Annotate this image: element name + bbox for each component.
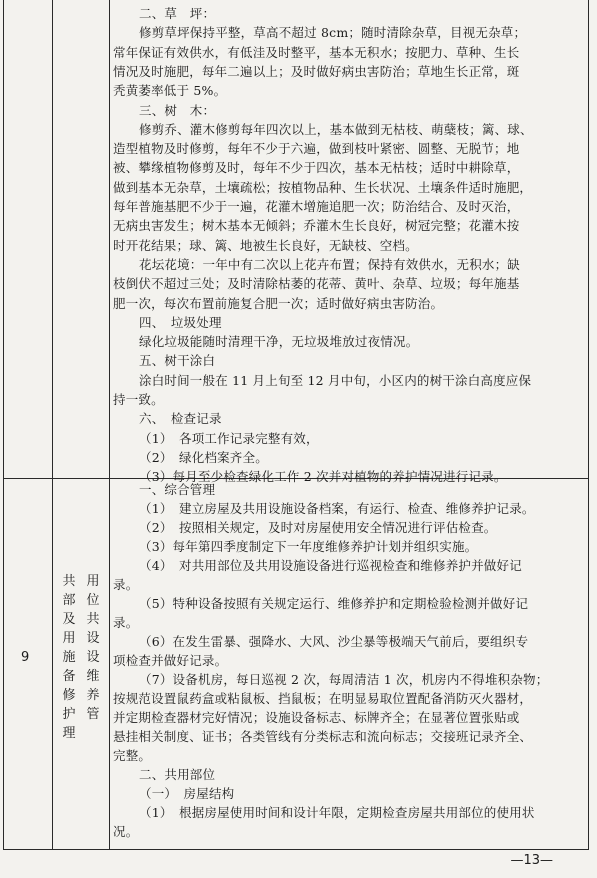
row9-line: 悬挂相关制度、证书；各类管线有分类标志和流向标志；交接班记录齐全、	[113, 729, 533, 744]
top-line: 花坛花境：一年中有二次以上花卉布置；保持有效供水，无积水；缺	[139, 256, 521, 272]
top-line: （2） 绿化档案齐全。	[139, 449, 268, 465]
category-label-left: 共部及用施备修护理	[62, 574, 76, 741]
top-line: 枝倒伏不超过三处；及时清除枯萎的花蒂、黄叶、杂草、垃圾；每年施基	[113, 276, 520, 292]
top-line: （1） 各项工作记录完整有效，	[139, 430, 319, 446]
top-line: 每年普施基肥不少于一遍，花灌木增施追肥一次；防治结合、及时灭治，	[113, 199, 520, 214]
page-number: —13—	[510, 853, 553, 868]
top-line: 做到基本无杂草，土壤疏松；按植物品种、生长状况、土壤条件适时施肥，	[113, 179, 533, 195]
top-line: 三、树 木：	[139, 102, 216, 118]
row9-line: （1） 建立房屋及共用设施设备档案，有运行、检查、维修养护记录。	[139, 501, 535, 516]
top-line: 持一致。	[113, 392, 164, 407]
row9-line: 完整。	[113, 748, 152, 763]
top-line: 秃黄萎率低于 5%。	[113, 83, 227, 99]
row9-line: （6）在发生雷暴、强降水、大风、沙尘暴等极端天气前后，要组织专	[139, 634, 529, 649]
top-line: （3）每月至少检查绿化工作 2 次并对植物的养护情况进行记录。	[139, 469, 507, 485]
row9-line: （一） 房屋结构	[139, 786, 235, 801]
row9-line: 录。	[113, 615, 139, 630]
category-label-right: 用位共设设维养管	[86, 574, 100, 722]
top-line: 修剪乔、灌木修剪每年四次以上，基本做到无枯枝、萌蘖枝；篱、球、	[139, 121, 533, 137]
top-line: 常年保证有效供水，有低洼及时整平，基本无积水；按肥力、草种、生长	[113, 44, 520, 60]
top-line: 涂白时间一般在 11 月上旬至 12 月中旬，小区内的树干涂白高度应保	[139, 372, 532, 388]
top-line: 无病虫害发生；树木基本无倾斜；乔灌木生长良好，树冠完整；花灌木按	[113, 218, 520, 234]
row9-line: （7）设备机房，每日巡视 2 次，每周清洁 1 次，机房内不得堆积杂物；	[139, 672, 549, 687]
top-line: 被、攀缘植物修剪及时，每年不少于四次，基本无枯枝；适时中耕除草，	[113, 160, 520, 176]
top-line: 时开花结果；球、篱、地被生长良好，无缺枝、空档。	[113, 237, 418, 253]
table-border-bottom	[3, 849, 589, 850]
column-divider-1	[52, 0, 53, 850]
row9-line: （5）特种设备按照有关规定运行、维修养护和定期检验检测并做好记	[139, 596, 529, 611]
top-line: 五、树干涂白	[139, 353, 216, 369]
row9-line: 并定期检查器材完好情况；设施设备标志、标牌齐全；在显著位置张贴或	[113, 710, 520, 725]
top-line: 修剪草坪保持平整，草高不超过 8cm；随时清除杂草，目视无杂草；	[139, 25, 527, 41]
top-line: 六、 检查记录	[139, 411, 222, 427]
shared-facilities-text	[113, 482, 587, 848]
top-line: 四、 垃圾处理	[139, 314, 222, 330]
row9-line: 录。	[113, 577, 139, 592]
row9-line: （4） 对共用部位及共用设施设备进行巡视检查和维修养护并做好记	[139, 558, 522, 573]
row-number: 9	[21, 650, 30, 665]
top-line: 情况及时施肥，每年二遍以上；及时做好病虫害防治；草地生长正常，斑	[113, 63, 520, 79]
row9-line: （2） 按照相关规定，及时对房屋使用安全情况进行评估检查。	[139, 520, 497, 535]
row9-line: 按规范设置鼠药盒或粘鼠板、挡鼠板；在明显易取位置配备消防灭火器材，	[113, 691, 533, 706]
top-line: 肥一次，每次布置前施复合肥一次；适时做好病虫害防治。	[113, 295, 444, 311]
top-line: 造型植物及时修剪，每年不少于六遍，做到枝叶紧密、圆整、无脱节；地	[113, 141, 520, 157]
row9-line: （3）每年第四季度制定下一年度维修养护计划并组织实施。	[139, 539, 478, 554]
table-border-left	[3, 0, 4, 850]
row9-line: （1） 根据房屋使用时间和设计年限，定期检查房屋共用部位的使用状	[139, 805, 535, 820]
top-line: 二、草 坪：	[139, 6, 216, 21]
top-line: 绿化垃圾能随时清理干净，无垃圾堆放过夜情况。	[139, 334, 419, 350]
column-divider-2	[109, 0, 110, 850]
row9-line: 项检查并做好记录。	[113, 653, 228, 668]
greening-standards-text	[113, 6, 587, 485]
row9-line: 二、共用部位	[139, 767, 216, 782]
row9-line: 况。	[113, 824, 139, 839]
row9-line: 一、综合管理	[139, 482, 216, 497]
